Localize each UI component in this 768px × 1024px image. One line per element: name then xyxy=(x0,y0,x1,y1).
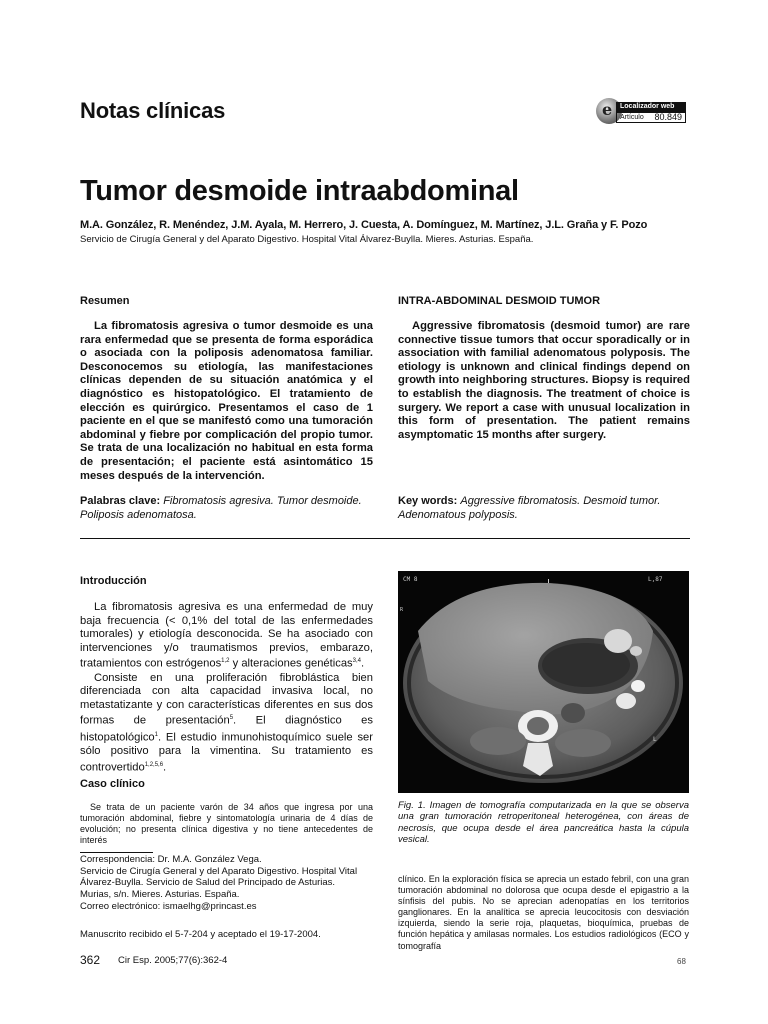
keywords-en-label: Key words: xyxy=(398,495,458,507)
correspondence-email[interactable]: Correo electrónico: ismaelhg@princast.es xyxy=(80,900,257,912)
page-number: 362 xyxy=(80,953,101,967)
intro-heading: Introducción xyxy=(80,575,147,587)
resumen-keywords xyxy=(80,495,373,522)
badge-article-number: 80.849 xyxy=(654,112,682,122)
journal-citation: Cir Esp. 2005;77(6):362-4 xyxy=(118,955,228,966)
authors: M.A. González, R. Menéndez, J.M. Ayala, M. Herrero, J. Cuesta, A. Domínguez, M. Martínez, J.L. Graña y F. Pozo xyxy=(80,219,648,231)
ct-scan-image xyxy=(398,571,689,793)
keywords-en-value: Aggressive fibromatosis. Desmoid tumor. Adenomatous polyposis. xyxy=(398,495,661,521)
article-title: Tumor desmoide intraabdominal xyxy=(80,175,519,207)
web-locator-badge[interactable] xyxy=(596,98,690,126)
badge-top-label: Localizador web xyxy=(616,102,686,112)
svg-text:L,87: L,87 xyxy=(648,576,663,583)
footnote-rule xyxy=(80,852,153,853)
keywords-value: Fibromatosis agresiva. Tumor desmoide. Poliposis adenomatosa. xyxy=(80,495,362,521)
e-logo-icon: e xyxy=(596,98,622,124)
abstract-en-paragraph: Aggressive fibromatosis (desmoid tumor) are rare connective tissue tumors that occur sporadically or in association with familial adenomatous polyposis. The etiology is unknown and clinical findings depend on growth into neighboring structures. Biopsy is required to establish the diagnosis. The treatment of choice is surgery. We report a case with unusual localization in this form of presentation. The patient remains asymptomatic 15 months after surgery. xyxy=(398,320,690,441)
caso-paragraph: Se trata de un paciente varón de 34 años que ingresa por una tumoración abdominal, fiebre y sintomatología urinaria de 4 días de evolución; no presenta clínica digestiva y no tiene antecedentes de interés xyxy=(80,802,373,846)
abstract-en-text xyxy=(398,320,690,442)
abstract-en-heading: INTRA-ABDOMINAL DESMOID TUMOR xyxy=(398,295,601,307)
caso-heading: Caso clínico xyxy=(80,778,145,790)
intro-text xyxy=(80,601,373,775)
manuscript-dates: Manuscrito recibido el 5-7-204 y aceptado el 19-17-2004. xyxy=(80,929,321,940)
resumen-paragraph: La fibromatosis agresiva o tumor desmoide es una rara enfermedad que se presenta de forma esporádica o asociada con la poliposis adenomatosa familiar. Desconocemos su etiología, las manifestaciones clínicas dependen de su situación anatómica y el diagnóstico es histopatológico. El tratamiento de elección es quirúrgico. Presentamos el caso de 1 paciente en el que se manifestó como una tumoración abdominal y fiebre por complicación del propio tumor. Se trata de una localización no habitual en esta forma de presentación; el paciente está asintomático 15 meses después de la intervención. xyxy=(80,320,373,482)
badge-bottom xyxy=(616,112,686,123)
badge-article-label: Artículo xyxy=(620,114,644,121)
footer-right-number: 68 xyxy=(677,957,686,966)
intro-paragraph-1: La fibromatosis agresiva es una enfermedad de muy baja frecuencia (< 0,1% del total de las enfermedades tumorales) y etiología desconocida. Se ha asociado con intervenciones y/o traumatismos previos, embarazo, tratamientos con estrógenos$^{1,2}$ y alteraciones genéticas$^{3,4}$. xyxy=(80,601,373,671)
resumen-heading: Resumen xyxy=(80,295,130,307)
section-divider xyxy=(80,538,690,539)
keywords-label: Palabras clave: xyxy=(80,495,161,507)
svg-text:L: L xyxy=(653,736,657,743)
svg-text:R: R xyxy=(400,607,404,613)
continuation-paragraph: clínico. En la exploración física se aprecia un estado febril, con una gran tumoración abdominal no dolorosa que ocupa desde el epigastrio a la sínfisis del pubis. No se aprecian adenopatías en los territorios ganglionares. En la analítica se aprecia leucocitosis con desviación izquierda, siendo la serie roja, plaquetas, bioquímica, pruebas de función hepática y amilasas normales. Los estudios radiológicos (ECO y tomografía xyxy=(398,874,689,951)
resumen-text xyxy=(80,320,373,483)
correspondence-block xyxy=(80,854,373,913)
section-header: Notas clínicas xyxy=(80,98,226,123)
caso-text xyxy=(80,802,373,846)
intro-paragraph-2: Consiste en una proliferación fibroblástica bien diferenciada con alta capacidad invasiva local, no metastatizante y con características diferentes en sus dos formas de presentación$^5$. El diagnóstico es histopatológico$^1$. El estudio inmunohistoquímico suele ser sólo positivo para la vimentina. Su tratamiento es controvertido$^{1,2,5,6}$. xyxy=(80,671,373,774)
svg-text:CM 8: CM 8 xyxy=(403,576,418,583)
correspondence-line-3: Murias, s/n. Mieres. Asturias. España. xyxy=(80,889,240,901)
correspondence-line-1: Correspondencia: Dr. M.A. González Vega. xyxy=(80,854,262,865)
figure-caption: Fig. 1. Imagen de tomografía computarizada en la que se observa una gran tumoración retroperitoneal heterogénea, con áreas de necrosis, que ocupa desde el área pancreática hasta la cúpula vesical. xyxy=(398,800,689,845)
affiliation: Servicio de Cirugía General y del Aparato Digestivo. Hospital Vital Álvarez-Buylla. Mieres. Asturias. España. xyxy=(80,234,534,245)
correspondence-line-2: Servicio de Cirugía General y del Aparato Digestivo. Hospital Vital Álvarez-Buylla. Servicio de Salud del Principado de Asturias. xyxy=(80,865,358,889)
caso-continuation xyxy=(398,874,689,952)
abstract-en-keywords xyxy=(398,495,690,522)
